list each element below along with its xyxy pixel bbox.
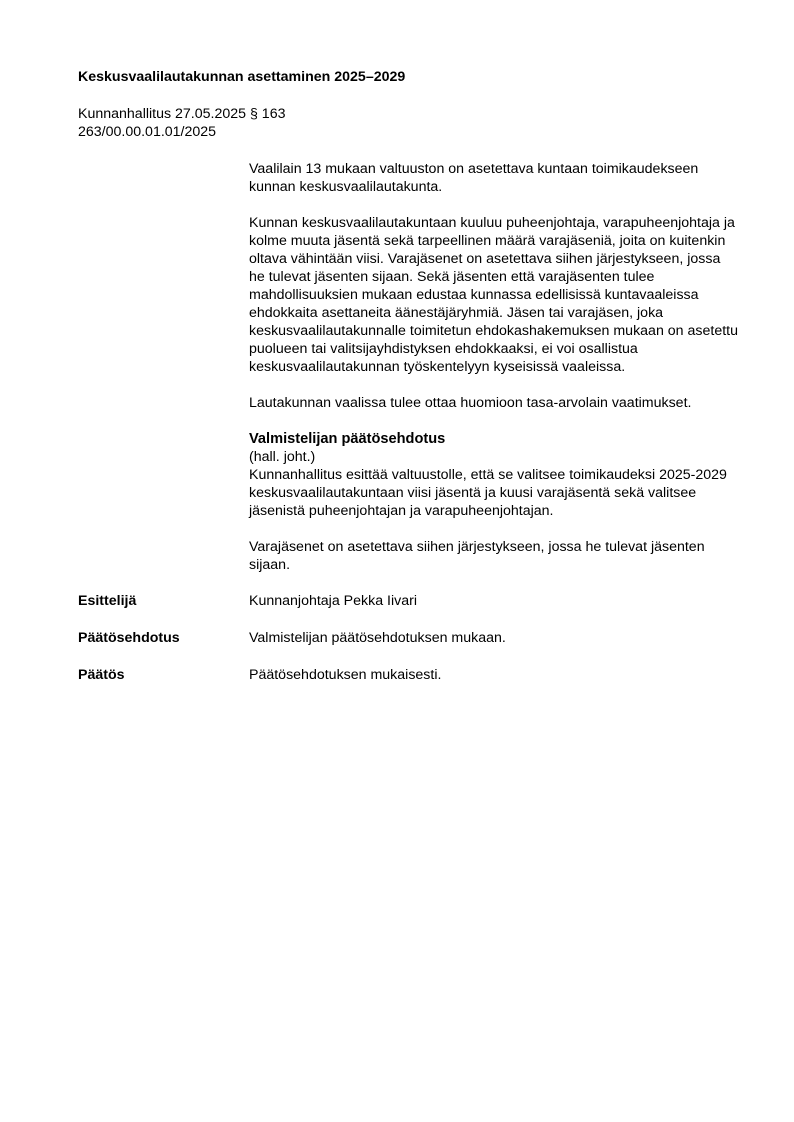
proposal-heading: Valmistelijan päätösehdotus: [249, 431, 446, 447]
field-label: Päätös: [78, 667, 125, 683]
document-title: Keskusvaalilautakunnan asettaminen 2025–2029: [78, 69, 406, 85]
proposal-section: [249, 430, 739, 520]
field-value: Päätösehdotuksen mukaisesti.: [249, 667, 442, 683]
field-row-decision: [78, 666, 758, 684]
document-body: [249, 160, 739, 574]
paragraph-equality: Lautakunnan vaalissa tulee ottaa huomioon tasa-arvolain vaatimukset.: [249, 395, 692, 411]
field-value: Kunnanjohtaja Pekka Iivari: [249, 593, 417, 609]
paragraph-legal-basis: Vaalilain 13 mukaan valtuuston on asetettava kuntaan toimikaudekseen kunnan keskusvaalilautakunta.: [249, 161, 699, 195]
field-label: Päätösehdotus: [78, 630, 180, 646]
proposal-author: (hall. joht.): [249, 449, 316, 465]
field-value: Valmistelijan päätösehdotuksen mukaan.: [249, 630, 506, 646]
field-label: Esittelijä: [78, 593, 137, 609]
paragraph-composition: Kunnan keskusvaalilautakuntaan kuuluu puheenjohtaja, varapuheenjohtaja ja kolme muuta jäsentä sekä tarpeellinen määrä varajäseniä, joita on kuitenkin oltava vähintään viisi. Varajäsenet on asetettava siihen järjestykseen, jossa he tulevat jäsenten sijaan. Sekä jäsenten että varajäsenten tulee mahdollisuuksien mukaan edustaa kunnassa edellisissä kuntavaaleissa ehdokkaita asettaneita äänestäjäryhmiä. Jäsen tai varajäsen, joka keskusvaalilautakunnalle toimitetun ehdokashakemuksen mukaan on asetettu puolueen tai valitsijayhdistyksen ehdokkaaksi, ei voi osallistua keskusvaalilautakunnan työskentelyyn kyseisissä vaaleissa.: [249, 215, 738, 375]
document: [78, 68, 758, 684]
case-number: 263/00.00.01.01/2025: [78, 124, 217, 140]
field-row-presenter: [78, 592, 758, 610]
proposal-note: Varajäsenet on asetettava siihen järjestykseen, jossa he tulevat jäsenten sijaan.: [249, 539, 705, 573]
meeting-reference: Kunnanhallitus 27.05.2025 § 163: [78, 106, 286, 122]
document-meta: [78, 105, 758, 141]
field-row-proposal: [78, 629, 758, 647]
proposal-text: Kunnanhallitus esittää valtuustolle, että se valitsee toimikaudeksi 2025-2029 keskusvaalilautakuntaan viisi jäsentä ja kuusi varajäsentä sekä valitsee jäsenistä puheenjohtajan ja varapuheenjohtajan.: [249, 467, 727, 519]
